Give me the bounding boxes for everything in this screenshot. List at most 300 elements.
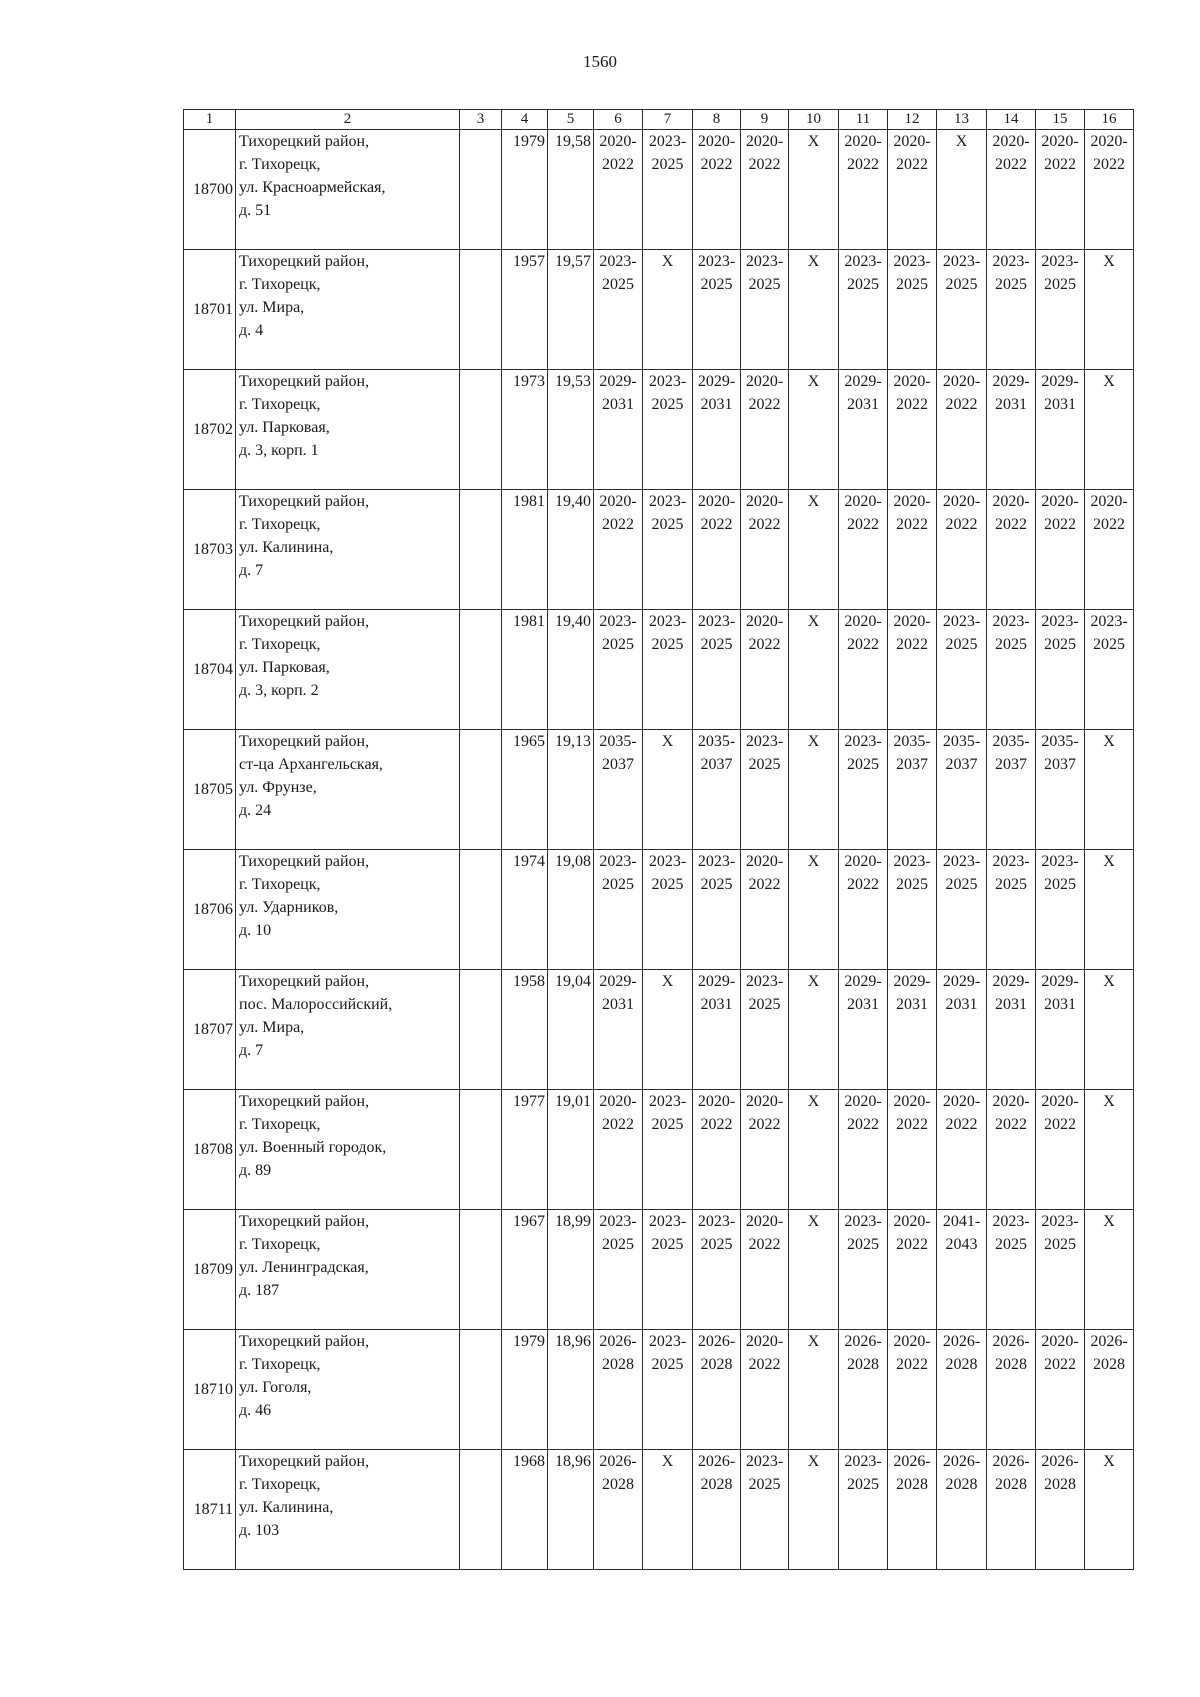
period-cell (1036, 130, 1085, 250)
period-text: 2035- (599, 733, 637, 750)
table-row (184, 970, 1134, 1090)
row-number: 18702 (184, 370, 236, 490)
period-text: 2022 (748, 516, 781, 533)
period-text: 2022 (1044, 1116, 1076, 1133)
period-text: Х (1103, 1093, 1115, 1110)
period-text: 2029- (844, 973, 882, 990)
period-cell (594, 1090, 643, 1210)
period-text: 2025 (847, 1476, 879, 1493)
period-cell (594, 610, 643, 730)
year-cell: 1958 (502, 970, 548, 1090)
period-text: 2025 (748, 1476, 781, 1493)
period-text: 2023- (992, 613, 1030, 630)
period-cell (643, 730, 693, 850)
period-text: 2022 (748, 1236, 781, 1253)
value-cell: 19,04 (548, 970, 594, 1090)
address-line: Тихорецкий район, (239, 733, 370, 750)
period-text: Х (807, 1213, 820, 1230)
period-text: 2025 (945, 636, 978, 653)
period-text: 2020- (844, 493, 882, 510)
period-text: Х (1103, 1213, 1115, 1230)
period-text: 2023- (648, 373, 687, 390)
period-text: 2023- (697, 853, 736, 870)
period-text: 2025 (896, 876, 928, 893)
period-cell (594, 1210, 643, 1330)
period-text: 2023- (1041, 613, 1079, 630)
address-line: г. Тихорецк, (239, 1236, 321, 1253)
period-text: 2031 (602, 396, 634, 413)
year-cell: 1957 (502, 250, 548, 370)
column-number-12: 12 (888, 110, 937, 130)
period-text: Х (1103, 733, 1115, 750)
period-cell (937, 250, 987, 370)
period-text: 2028 (602, 1476, 634, 1493)
period-cell (1036, 610, 1085, 730)
period-text: 2025 (748, 996, 781, 1013)
address-line: г. Тихорецк, (239, 1116, 321, 1133)
period-text: 2022 (1093, 156, 1125, 173)
year-cell: 1979 (502, 1330, 548, 1450)
address-line: ст-ца Архангельская, (239, 756, 383, 773)
period-text: 2022 (1044, 156, 1076, 173)
period-cell (789, 370, 839, 490)
address-cell (236, 970, 460, 1090)
period-cell (888, 1330, 937, 1450)
period-text: 2035- (992, 733, 1030, 750)
period-text: 2020- (745, 1213, 784, 1230)
period-text: 2028 (700, 1476, 733, 1493)
period-cell (937, 130, 987, 250)
table-row (184, 490, 1134, 610)
address-cell (236, 1210, 460, 1330)
column-number-13: 13 (937, 110, 987, 130)
period-text: 2026- (1041, 1453, 1079, 1470)
period-cell (888, 490, 937, 610)
address-line: д. 3, корп. 2 (239, 682, 319, 699)
period-text: 2020- (844, 1093, 882, 1110)
period-cell (594, 1330, 643, 1450)
period-text: 2028 (700, 1356, 733, 1373)
period-text: 2025 (700, 636, 733, 653)
empty-cell (460, 730, 502, 850)
period-text: 2023- (893, 853, 931, 870)
period-text: 2022 (896, 1356, 928, 1373)
period-text: 2022 (1044, 1356, 1076, 1373)
year-cell: 1974 (502, 850, 548, 970)
period-text: 2025 (602, 876, 634, 893)
period-text: 2031 (847, 996, 879, 1013)
period-cell (1036, 1090, 1085, 1210)
period-cell (643, 250, 693, 370)
year-cell: 1965 (502, 730, 548, 850)
period-text: Х (807, 133, 820, 150)
address-cell (236, 130, 460, 250)
period-text: 2023- (745, 1453, 784, 1470)
address-cell (236, 850, 460, 970)
period-text: 2020- (942, 1093, 981, 1110)
period-text: 2037 (1044, 756, 1076, 773)
row-number: 18709 (184, 1210, 236, 1330)
period-text: 2022 (945, 396, 978, 413)
period-cell (741, 1090, 789, 1210)
column-number-9: 9 (741, 110, 789, 130)
period-text: 2025 (995, 276, 1027, 293)
period-text: 2026- (697, 1333, 736, 1350)
period-text: 2023- (648, 133, 687, 150)
address-line: г. Тихорецк, (239, 516, 321, 533)
period-text: Х (807, 1093, 820, 1110)
period-cell (1036, 250, 1085, 370)
address-line: д. 46 (239, 1402, 272, 1419)
period-text: 2026- (697, 1453, 736, 1470)
column-number-15: 15 (1036, 110, 1085, 130)
period-cell (789, 490, 839, 610)
period-text: 2031 (945, 996, 978, 1013)
period-text: 2020- (942, 493, 981, 510)
address-line: Тихорецкий район, (239, 373, 370, 390)
period-cell (1036, 490, 1085, 610)
period-cell (987, 1090, 1036, 1210)
period-text: 2020- (893, 1333, 931, 1350)
period-cell (888, 250, 937, 370)
address-line: ул. Мира, (239, 299, 305, 316)
period-cell (888, 1090, 937, 1210)
period-cell (643, 850, 693, 970)
period-text: 2022 (1044, 516, 1076, 533)
value-cell: 19,40 (548, 610, 594, 730)
period-cell (741, 130, 789, 250)
column-number-1: 1 (184, 110, 236, 130)
period-text: 2022 (748, 876, 781, 893)
period-text: 2025 (995, 1236, 1027, 1253)
period-text: 2020- (992, 493, 1030, 510)
period-text: Х (1103, 373, 1115, 390)
address-line: Тихорецкий район, (239, 1093, 370, 1110)
period-text: 2025 (651, 156, 684, 173)
period-text: 2025 (651, 516, 684, 533)
period-text: 2022 (602, 1116, 634, 1133)
empty-cell (460, 1090, 502, 1210)
period-cell (1085, 130, 1134, 250)
period-cell (789, 730, 839, 850)
period-cell (1085, 1090, 1134, 1210)
period-text: 2029- (992, 373, 1030, 390)
period-text: 2023- (942, 613, 981, 630)
period-text: 2023- (648, 613, 687, 630)
period-text: 2028 (945, 1356, 978, 1373)
period-cell (643, 1210, 693, 1330)
period-text: Х (1103, 973, 1115, 990)
address-cell (236, 610, 460, 730)
period-text: 2022 (847, 1116, 879, 1133)
period-text: 2025 (1044, 636, 1076, 653)
period-text: 2020- (893, 613, 931, 630)
period-text: 2020- (697, 1093, 736, 1110)
value-cell: 19,01 (548, 1090, 594, 1210)
period-cell (741, 1330, 789, 1450)
column-number-5: 5 (548, 110, 594, 130)
address-line: г. Тихорецк, (239, 1356, 321, 1373)
row-number: 18703 (184, 490, 236, 610)
address-line: Тихорецкий район, (239, 493, 370, 510)
period-text: 2020- (1041, 1093, 1079, 1110)
period-text: 2022 (945, 516, 978, 533)
address-line: Тихорецкий район, (239, 133, 370, 150)
period-text: 2023- (648, 1333, 687, 1350)
period-text: 2022 (945, 1116, 978, 1133)
value-cell: 18,96 (548, 1450, 594, 1570)
period-text: Х (807, 973, 820, 990)
period-text: 2020- (893, 373, 931, 390)
period-text: 2025 (651, 1116, 684, 1133)
period-cell (741, 970, 789, 1090)
address-line: г. Тихорецк, (239, 276, 321, 293)
period-text: 2029- (893, 973, 931, 990)
period-text: 2035- (1041, 733, 1079, 750)
period-text: 2023- (745, 973, 784, 990)
period-text: 2028 (847, 1356, 879, 1373)
period-cell (987, 490, 1036, 610)
period-text: 2037 (700, 756, 733, 773)
year-cell: 1979 (502, 130, 548, 250)
period-cell (937, 1450, 987, 1570)
address-line: ул. Красноармейская, (239, 179, 386, 196)
address-cell (236, 490, 460, 610)
period-cell (1085, 1450, 1134, 1570)
period-cell (888, 1450, 937, 1570)
column-number-6: 6 (594, 110, 643, 130)
period-text: 2020- (745, 853, 784, 870)
period-cell (693, 1090, 741, 1210)
address-line: ул. Ударников, (239, 899, 339, 916)
column-number-16: 16 (1085, 110, 1134, 130)
period-cell (594, 970, 643, 1090)
period-text: 2022 (995, 156, 1027, 173)
period-text: 2025 (896, 276, 928, 293)
period-text: 2031 (995, 396, 1027, 413)
period-cell (888, 970, 937, 1090)
period-text: 2020- (745, 1333, 784, 1350)
period-text: Х (807, 853, 820, 870)
column-number-11: 11 (839, 110, 888, 130)
period-cell (643, 370, 693, 490)
column-number-2: 2 (236, 110, 460, 130)
period-text: 2023- (697, 253, 736, 270)
period-text: 2028 (995, 1356, 1027, 1373)
address-line: д. 51 (239, 202, 272, 219)
period-cell (789, 1330, 839, 1450)
address-cell (236, 370, 460, 490)
value-cell: 19,58 (548, 130, 594, 250)
period-text: 2023- (697, 1213, 736, 1230)
address-line: д. 10 (239, 922, 272, 939)
period-text: 2023- (942, 853, 981, 870)
period-text: 2026- (942, 1333, 981, 1350)
period-text: 2020- (745, 613, 784, 630)
period-text: 2020- (1041, 493, 1079, 510)
period-text: 2025 (748, 756, 781, 773)
period-text: 2022 (748, 1116, 781, 1133)
empty-cell (460, 250, 502, 370)
period-cell (741, 370, 789, 490)
period-cell (1085, 850, 1134, 970)
period-text: Х (807, 1333, 820, 1350)
address-line: ул. Парковая, (239, 659, 330, 676)
period-cell (937, 490, 987, 610)
period-text: 2026- (893, 1453, 931, 1470)
period-text: 2025 (1044, 1236, 1076, 1253)
address-line: г. Тихорецк, (239, 156, 321, 173)
period-text: 2025 (651, 1356, 684, 1373)
period-cell (839, 730, 888, 850)
period-text: 2020- (1090, 133, 1128, 150)
period-cell (987, 730, 1036, 850)
period-cell (741, 730, 789, 850)
period-text: 2025 (1044, 276, 1076, 293)
period-text: Х (1103, 253, 1115, 270)
period-text: 2023- (942, 253, 981, 270)
period-text: 2031 (700, 396, 733, 413)
address-line: ул. Гоголя, (239, 1379, 312, 1396)
period-text: 2043 (945, 1236, 978, 1253)
table-row (184, 730, 1134, 850)
period-text: 2037 (945, 756, 978, 773)
period-cell (594, 490, 643, 610)
address-line: д. 187 (239, 1282, 280, 1299)
period-cell (888, 1210, 937, 1330)
address-line: Тихорецкий район, (239, 853, 370, 870)
address-line: д. 4 (239, 322, 264, 339)
period-text: 2020- (893, 133, 931, 150)
period-cell (987, 1450, 1036, 1570)
period-text: 2025 (651, 876, 684, 893)
period-cell (789, 610, 839, 730)
period-cell (1085, 610, 1134, 730)
period-cell (643, 1450, 693, 1570)
period-text: 2023- (745, 733, 784, 750)
period-text: 2020- (599, 133, 637, 150)
period-cell (789, 1090, 839, 1210)
period-text: 2028 (896, 1476, 928, 1493)
empty-cell (460, 1210, 502, 1330)
period-text: 2031 (1044, 396, 1076, 413)
period-text: Х (1103, 1453, 1115, 1470)
empty-cell (460, 970, 502, 1090)
period-cell (741, 850, 789, 970)
period-cell (693, 1210, 741, 1330)
period-text: 2037 (602, 756, 634, 773)
period-cell (987, 1210, 1036, 1330)
period-text: Х (807, 253, 820, 270)
column-number-4: 4 (502, 110, 548, 130)
period-cell (839, 1210, 888, 1330)
period-text: 2025 (945, 276, 978, 293)
address-line: ул. Фрунзе, (239, 779, 317, 796)
address-line: ул. Военный городок, (239, 1139, 387, 1156)
period-text: Х (807, 613, 820, 630)
period-cell (1036, 1330, 1085, 1450)
address-line: д. 7 (239, 1042, 264, 1059)
period-cell (937, 850, 987, 970)
period-text: 2023- (893, 253, 931, 270)
period-text: 2022 (896, 156, 928, 173)
period-text: 2025 (602, 1236, 634, 1253)
address-cell (236, 1450, 460, 1570)
value-cell: 19,40 (548, 490, 594, 610)
period-text: 2022 (700, 516, 733, 533)
period-text: 2025 (700, 876, 733, 893)
period-text: 2037 (995, 756, 1027, 773)
period-cell (741, 610, 789, 730)
period-cell (789, 1210, 839, 1330)
period-text: 2035- (697, 733, 736, 750)
table-row (184, 1450, 1134, 1570)
period-text: 2025 (995, 876, 1027, 893)
period-cell (937, 1090, 987, 1210)
address-cell (236, 250, 460, 370)
year-cell: 1967 (502, 1210, 548, 1330)
address-line: д. 103 (239, 1522, 280, 1539)
period-cell (1085, 370, 1134, 490)
period-cell (741, 490, 789, 610)
period-text: 2022 (896, 396, 928, 413)
period-text: 2028 (602, 1356, 634, 1373)
period-cell (741, 1450, 789, 1570)
period-cell (987, 970, 1036, 1090)
address-line: г. Тихорецк, (239, 876, 321, 893)
period-text: 2020- (745, 1093, 784, 1110)
table-row (184, 610, 1134, 730)
row-number: 18708 (184, 1090, 236, 1210)
period-cell (643, 610, 693, 730)
table-row (184, 1210, 1134, 1330)
period-text: 2023- (599, 1213, 637, 1230)
address-line: пос. Малороссийский, (239, 996, 393, 1013)
table-row (184, 1090, 1134, 1210)
period-text: 2022 (896, 516, 928, 533)
empty-cell (460, 1330, 502, 1450)
period-text: 2025 (1093, 636, 1125, 653)
period-cell (1036, 970, 1085, 1090)
period-text: 2023- (599, 253, 637, 270)
period-cell (693, 850, 741, 970)
period-cell (594, 730, 643, 850)
period-cell (888, 610, 937, 730)
period-text: 2020- (599, 1093, 637, 1110)
year-cell: 1973 (502, 370, 548, 490)
period-text: 2020- (1090, 493, 1128, 510)
period-cell (789, 850, 839, 970)
period-text: 2023- (992, 853, 1030, 870)
period-text: 2022 (896, 636, 928, 653)
period-text: 2031 (1044, 996, 1076, 1013)
period-cell (839, 490, 888, 610)
period-cell (741, 1210, 789, 1330)
period-text: 2020- (1041, 1333, 1079, 1350)
address-line: ул. Ленинградская, (239, 1259, 369, 1276)
address-cell (236, 1090, 460, 1210)
period-text: 2025 (700, 276, 733, 293)
period-text: 2031 (847, 396, 879, 413)
period-text: Х (661, 733, 674, 750)
period-text: 2020- (942, 373, 981, 390)
table-row (184, 1330, 1134, 1450)
period-text: 2028 (945, 1476, 978, 1493)
period-text: 2037 (896, 756, 928, 773)
period-text: 2020- (893, 1093, 931, 1110)
period-text: 2025 (651, 1236, 684, 1253)
period-cell (693, 970, 741, 1090)
